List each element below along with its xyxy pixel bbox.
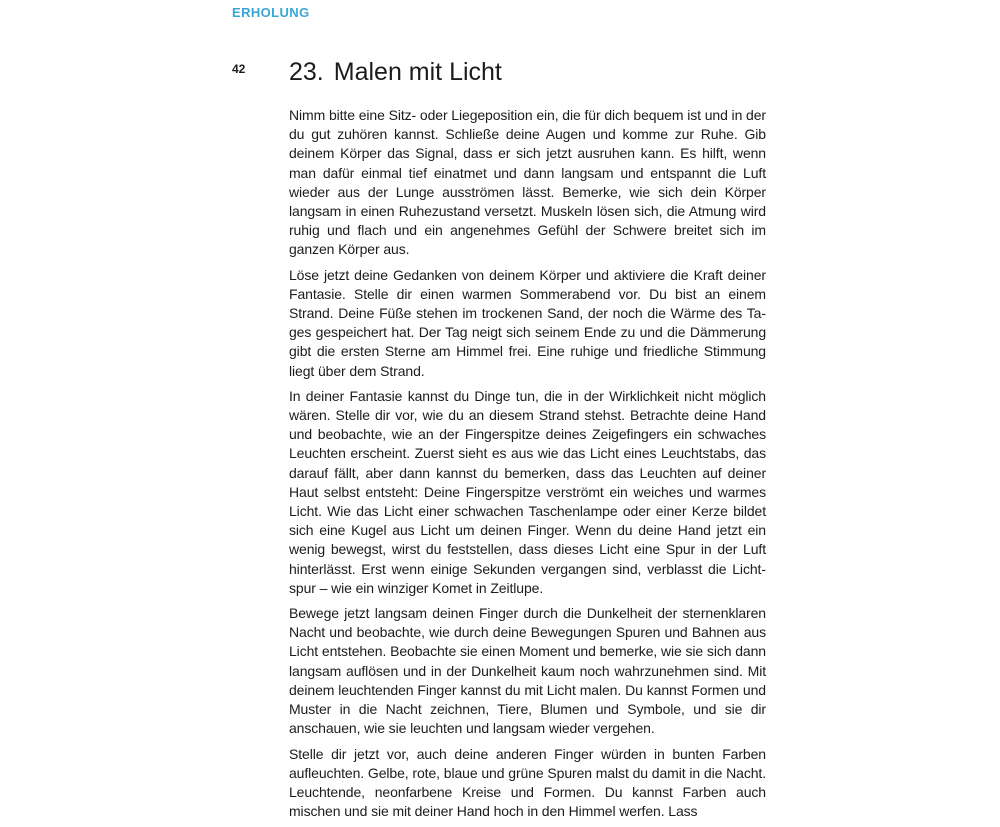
paragraph: Bewege jetzt langsam deinen Finger durch die Dunkelheit der sternenklaren Nacht und beobachte, wie durch deine Bewegungen Spuren und Bahnen aus Licht entstehen. Beobachte sie einen Moment und bemerke, wie sie sich dann langsam auflösen und in der Dunkelheit kaum noch wahrzunehmen sind. Mit deinem leuchtenden Finger kannst du mit Licht malen. Du kannst Formen und Muster in die Nacht zeichnen, Tiere, Blumen und Symbole, und sie dir anschauen, wie sie leuchten und langsam wieder vergehen. [289, 605, 766, 737]
chapter-title-text: Malen mit Licht [333, 58, 502, 86]
paragraph: Stelle dir jetzt vor, auch deine anderen Finger würden in bunten Farben aufleuchten. Gelbe, rote, blaue und grüne Spuren malst du damit in die Nacht. Leuchtende, neonfarbene Kreise und Formen. Du kannst Farben auch mischen und sie mit deiner Hand hoch in den Himmel werfen. Lass [289, 745, 766, 820]
body-text [289, 106, 766, 827]
section-header: ERHOLUNG [232, 5, 310, 20]
paragraph: Nimm bitte eine Sitz- oder Liegeposition ein, die für dich bequem ist und in der du gut zuhören kannst. Schließe deine Augen und komme zur Ruhe. Gib deinem Körper das Signal, dass er sich jetzt ausruhen kann. Es hilft, wenn man dafür einmal tief einatmet und dann langsam und entspannt die Luft wieder aus der Lunge ausströmen lässt. Bemerke, wie sich dein Körper langsam in einen Ruhezustand versetzt. Muskeln lösen sich, die Atmung wird ruhig und flach und ein angenehmes Gefühl der Schwere breitet sich im ganzen Körper aus. [289, 107, 766, 258]
chapter-title [289, 58, 502, 87]
paragraph: Löse jetzt deine Gedanken von deinem Körper und aktiviere die Kraft deiner Fantasie. Stelle dir einen warmen Sommerabend vor. Du bist an einem Strand. Deine Füße stehen im trockenen Sand, der noch die Wärme des Tages gespeichert hat. Der Tag neigt sich seinem Ende zu und die Dämmerung gibt die ersten Sterne am Himmel frei. Eine ruhige und friedliche Stimmung liegt über dem Strand. [289, 266, 766, 379]
page-number: 42 [232, 62, 246, 76]
chapter-number: 23. [289, 58, 324, 86]
paragraph: In deiner Fantasie kannst du Dinge tun, die in der Wirklichkeit nicht möglich wären. Stelle dir vor, wie du an diesem Strand stehst. Betrachte deine Hand und beobachte, wie an der Fingerspitze deines Zeigefingers ein schwaches Leuchten erscheint. Zuerst sieht es aus wie das Licht eines Leuchtstabs, das darauf fällt, aber dann kannst du bemerken, dass das Leuchten auf deiner Haut selbst entsteht: Deine Fingerspitze verströmt ein weiches und warmes Licht. Wie das Licht einer schwachen Taschenlampe oder einer Kerze bildet sich eine Kugel aus Licht um deinen Finger. Wenn du deine Hand jetzt ein wenig bewegst, wirst du feststellen, dass dieses Licht eine Spur in der Luft hinterlässt. Erst wenn einige Sekunden vergangen sind, verblasst die Lichtspur – wie ein winziger Komet in Zeitlupe. [289, 387, 766, 596]
